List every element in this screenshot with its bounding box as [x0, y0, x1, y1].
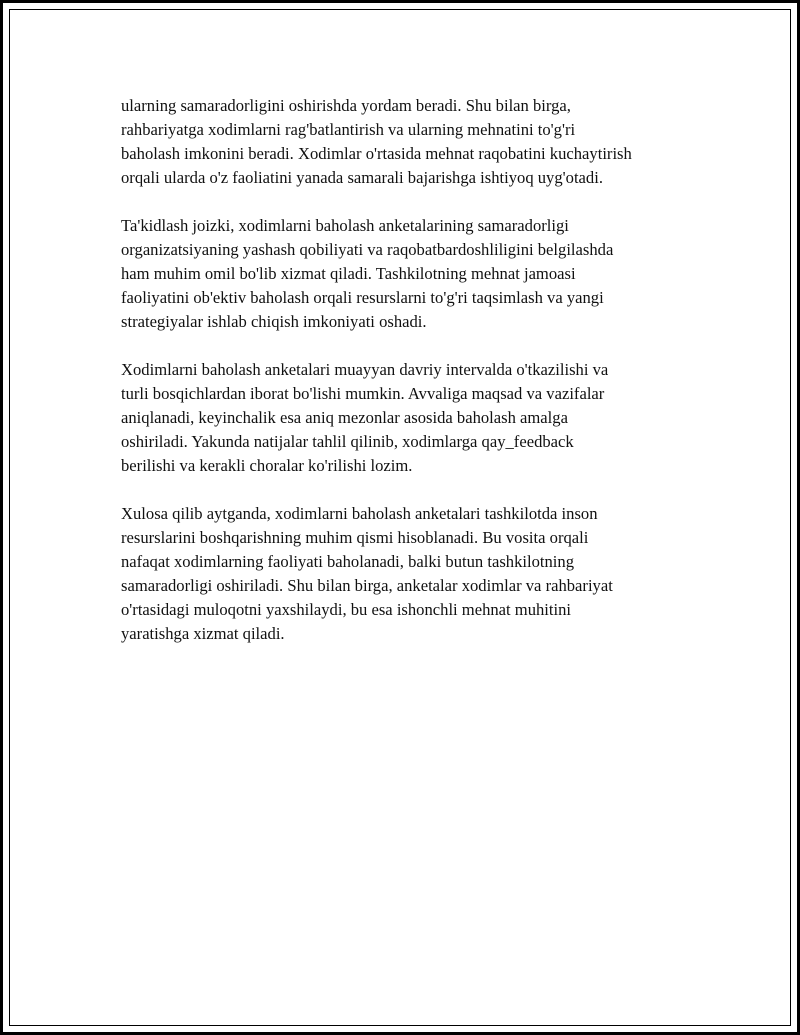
document-body — [121, 94, 701, 670]
paragraph-3: Xodimlarni baholash anketalari muayyan davriy intervalda o'tkazilishi va turli bosqichlardan iborat bo'lishi mumkin. Avvaliga maqsad va vazifalar aniqlanadi, keyinchalik esa aniq mezonlar asosida baholash amalga oshiriladi. Yakunda natijalar tahlil qilinib, xodimlarga qay_feedback berilishi va kerakli choralar ko'rilishi lozim. — [121, 360, 609, 475]
paragraph-2: Ta'kidlash joizki, xodimlarni baholash anketalarining samaradorligi organizatsiyaning yashash qobiliyati va raqobatbardoshliligini belgilashda ham muhim omil bo'lib xizmat qiladi. Tashkilotning mehnat jamoasi faoliyatini ob'ektiv baholash orqali resurslarni to'g'ri taqsimlash va yangi strategiyalar ishlab chiqish imkoniyati oshadi. — [121, 216, 614, 331]
paragraph-1: ularning samaradorligini oshirishda yordam beradi. Shu bilan birga, rahbariyatga xodimlarni rag'batlantirish va ularning mehnatini to'g'ri baholash imkonini beradi. Xodimlar o'rtasida mehnat raqobatini kuchaytirish orqali ularda o'z faoliatini yanada samarali bajarishga ishtiyoq uyg'otadi. — [121, 96, 632, 187]
paragraph-4: Xulosa qilib aytganda, xodimlarni baholash anketalari tashkilotda inson resurslarini boshqarishning muhim qismi hisoblanadi. Bu vosita orqali nafaqat xodimlarning faoliyati baholanadi, balki butun tashkilotning samaradorligi oshiriladi. Shu bilan birga, anketalar xodimlar va rahbariyat o'rtasidagi muloqotni yaxshilaydi, bu esa ishonchli mehnat muhitini yaratishga xizmat qiladi. — [121, 504, 613, 643]
